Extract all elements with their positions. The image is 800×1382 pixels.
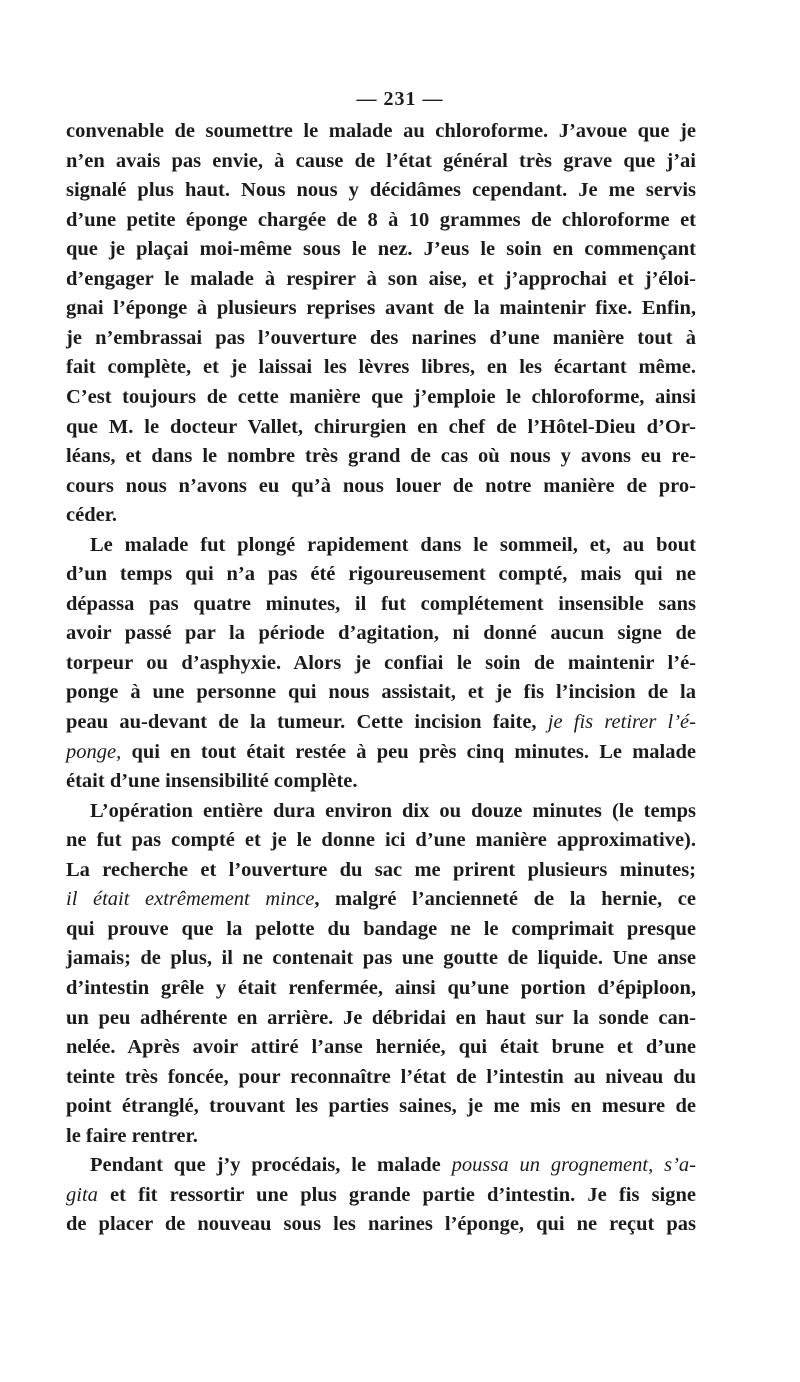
text-line	[66, 500, 696, 530]
text-segment: avoir passé par la période d’agitation, ni donné aucun signe de	[66, 622, 696, 645]
text-segment: que M. le docteur Vallet, chirurgien en chef de l’Hôtel-Dieu d’Or-	[66, 415, 696, 438]
text-segment: que je plaçai moi-même sous le nez. J’eus le soin en commençant	[66, 238, 696, 261]
text-line	[66, 293, 696, 323]
text-line	[66, 766, 696, 796]
text-segment: jamais; de plus, il ne contenait pas une goutte de liquide. Une anse	[66, 947, 696, 970]
text-segment: La recherche et l’ouverture du sac me prirent plusieurs minutes;	[66, 858, 696, 881]
text-line	[66, 707, 696, 737]
page-number: — 231 —	[356, 88, 444, 110]
text-line	[66, 116, 696, 146]
text-segment: de placer de nouveau sous les narines l’éponge, qui ne reçut pas	[66, 1213, 696, 1236]
text-line	[66, 441, 696, 471]
text-segment: point étranglé, trouvant les parties saines, je me mis en mesure de	[66, 1095, 696, 1118]
text-segment: cours nous n’avons eu qu’à nous louer de notre manière de pro-	[66, 474, 696, 497]
text-line	[66, 175, 696, 205]
text-line	[66, 1209, 696, 1239]
text-segment: ponge à une personne qui nous assistait, et je fis l’incision de la	[66, 681, 696, 704]
text-line	[66, 146, 696, 176]
text-segment: était d’une insensibilité complète.	[66, 770, 358, 793]
italic-text: poussa un grognement, s’a-	[451, 1154, 696, 1177]
text-line	[66, 205, 696, 235]
text-line	[66, 559, 696, 589]
text-line	[90, 1150, 696, 1180]
text-segment: ne fut pas compté et je le donne ici d’une manière approximative).	[66, 829, 696, 852]
text-segment: Le malade fut plongé rapidement dans le sommeil, et, au bout	[90, 533, 696, 556]
text-segment: teinte très foncée, pour reconnaître l’état de l’intestin au niveau du	[66, 1065, 696, 1088]
text-segment: L’opération entière dura environ dix ou douze minutes (le temps	[90, 799, 696, 822]
text-segment: C’est toujours de cette manière que j’emploie le chloroforme, ainsi	[66, 385, 696, 408]
text-line	[66, 1062, 696, 1092]
text-segment: gnai l’éponge à plusieurs reprises avant de la maintenir fixe. Enfin,	[66, 297, 696, 320]
text-line	[66, 618, 696, 648]
text-line	[66, 323, 696, 353]
text-segment: le faire rentrer.	[66, 1124, 198, 1147]
text-line	[66, 352, 696, 382]
text-line	[66, 855, 696, 885]
text-line	[66, 471, 696, 501]
text-line	[66, 1121, 696, 1151]
text-segment: torpeur ou d’asphyxie. Alors je confiai le soin de maintenir l’é-	[66, 651, 696, 674]
text-segment: d’engager le malade à respirer à son aise, et j’approchai et j’éloi-	[66, 267, 696, 290]
italic-text: gita	[66, 1183, 98, 1206]
text-segment: , malgré l’ancienneté de la hernie, ce	[314, 888, 696, 911]
text-line	[66, 382, 696, 412]
text-line	[66, 914, 696, 944]
text-line	[66, 1032, 696, 1062]
text-segment: nelée. Après avoir attiré l’anse herniée, qui était brune et d’une	[66, 1036, 696, 1059]
text-segment: n’en avais pas envie, à cause de l’état général très grave que j’ai	[66, 149, 696, 172]
text-segment: et fit ressortir une plus grande partie d’intestin. Je fis signe	[97, 1183, 696, 1206]
italic-text: je fis retirer l’é-	[547, 711, 696, 733]
text-segment: d’une petite éponge chargée de 8 à 10 grammes de chloroforme et	[66, 208, 696, 231]
text-line	[66, 1180, 696, 1210]
text-line	[66, 677, 696, 707]
text-line	[66, 884, 696, 914]
text-line	[90, 530, 696, 560]
text-segment: qui en tout était restée à peu près cinq minutes. Le malade	[121, 740, 696, 763]
text-line	[66, 412, 696, 442]
text-segment: dépassa pas quatre minutes, il fut complétement insensible sans	[66, 592, 696, 615]
text-segment: qui prouve que la pelotte du bandage ne le comprimait presque	[66, 917, 696, 940]
text-line	[66, 589, 696, 619]
text-line	[66, 1003, 696, 1033]
text-line	[66, 264, 696, 294]
text-line	[66, 943, 696, 973]
text-line	[66, 234, 696, 264]
italic-text: il était extrêmement mince	[66, 888, 315, 911]
italic-text: ponge,	[66, 740, 122, 763]
text-segment: un peu adhérente en arrière. Je débridai en haut sur la sonde can-	[66, 1006, 696, 1029]
text-segment: signalé plus haut. Nous nous y décidâmes cependant. Je me servis	[66, 179, 696, 202]
text-line	[66, 737, 696, 767]
text-line	[66, 648, 696, 678]
text-segment: peau au-devant de la tumeur. Cette incision faite,	[66, 711, 548, 733]
text-segment: Pendant que j’y procédais, le malade	[90, 1154, 452, 1177]
text-segment: d’intestin grêle y était renfermée, ainsi qu’une portion d’épiploon,	[66, 976, 696, 999]
text-segment: fait complète, et je laissai les lèvres libres, en les écartant même.	[66, 356, 696, 379]
text-segment: d’un temps qui n’a pas été rigoureusement compté, mais qui ne	[66, 563, 696, 586]
text-segment: je n’embrassai pas l’ouverture des narines d’une manière tout à	[66, 326, 696, 349]
text-segment: convenable de soumettre le malade au chloroforme. J’avoue que je	[66, 120, 696, 142]
text-segment: céder.	[66, 504, 118, 527]
text-line	[90, 796, 696, 826]
text-line	[66, 825, 696, 855]
text-line	[66, 1091, 696, 1121]
text-segment: léans, et dans le nombre très grand de cas où nous y avons eu re-	[66, 445, 696, 468]
text-line	[66, 973, 696, 1003]
